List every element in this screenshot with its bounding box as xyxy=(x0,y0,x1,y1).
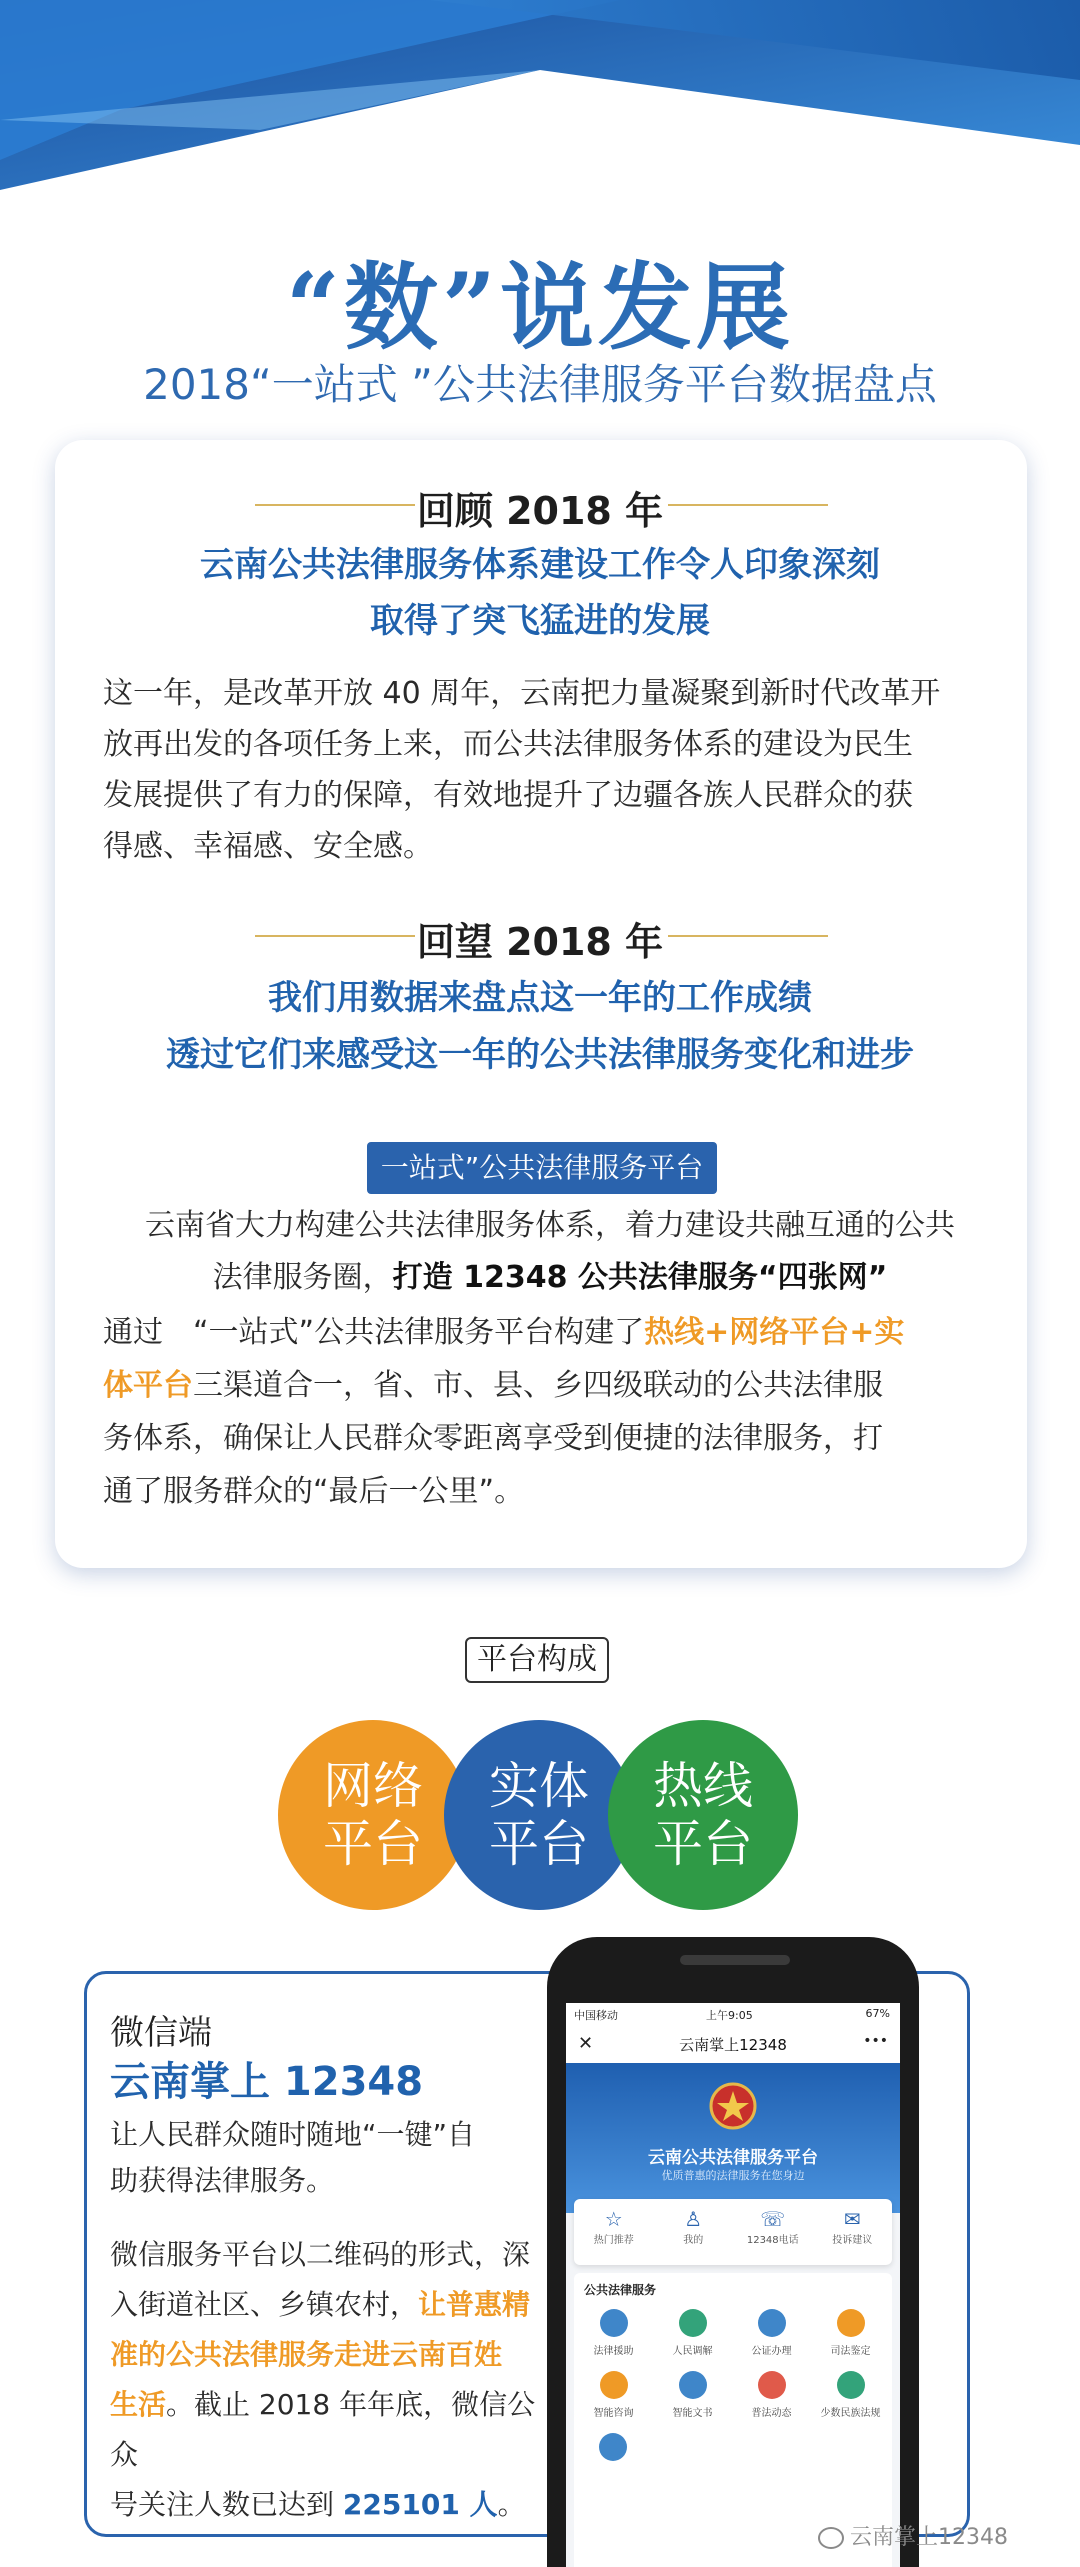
phone-icon: ☏ xyxy=(760,2207,786,2231)
page-subtitle: 2018“一站式 ”公共法律服务平台数据盘点 xyxy=(143,360,937,409)
service-label: 普法动态 xyxy=(751,2408,792,2419)
review-highlight-1: 云南公共法律服务体系建设工作令人印象深刻 xyxy=(200,545,880,585)
p-line-text: 入街道社区、乡镇农村， xyxy=(110,2288,419,2321)
battery-text: 67% xyxy=(865,2007,890,2020)
quick-item-label: 热门推荐 xyxy=(593,2235,634,2246)
platform-line-3 xyxy=(103,1307,1023,1358)
quick-item-label: 12348电话 xyxy=(746,2235,799,2246)
quick-item-mine[interactable] xyxy=(654,2199,734,2265)
platform-line-1: 云南省大力构建公共法律服务体系，着力建设共融互通的公共 xyxy=(145,1208,955,1243)
desc-line: 助获得法律服务。 xyxy=(110,2164,335,2197)
legal-aid-icon xyxy=(600,2309,628,2337)
quick-item-hot[interactable] xyxy=(574,2199,654,2265)
platform-line-4 xyxy=(103,1360,1023,1411)
p-line-highlight: 生活 xyxy=(110,2388,167,2421)
channels-highlight-2: 体平台 xyxy=(103,1368,193,1403)
wechat-nav-bar xyxy=(566,2025,900,2064)
p-line-text: 。 xyxy=(497,2488,526,2521)
p-line-highlight: 让普惠精 xyxy=(418,2288,531,2321)
physical-platform-circle xyxy=(444,1720,634,1910)
page-title: “数”说发展 xyxy=(285,253,795,363)
p-line xyxy=(110,2280,540,2330)
hotline-platform-circle xyxy=(608,1720,798,1910)
emblem-icon xyxy=(708,2081,758,2131)
p-line: 微信服务平台以二维码的形式，深 xyxy=(110,2238,531,2271)
service-label: 人民调解 xyxy=(672,2346,713,2357)
phone-speaker xyxy=(680,1955,790,1965)
header-banner xyxy=(0,0,1080,200)
document-icon xyxy=(679,2371,707,2399)
p-line-highlight: 准的公共法律服务走进云南百姓 xyxy=(110,2338,503,2371)
carrier-text: 中国移动 xyxy=(574,2009,618,2022)
service-label: 少数民族法规 xyxy=(820,2408,881,2419)
service-item[interactable] xyxy=(732,2309,811,2357)
p-line xyxy=(110,2380,540,2480)
more-icon[interactable]: ••• xyxy=(863,2033,888,2049)
follower-count: 225101 人 xyxy=(342,2488,498,2521)
platform-line-3-text: 通过 “一站式”公共法律服务平台构建了 xyxy=(103,1315,645,1350)
circle-line: 平台 xyxy=(653,1815,753,1873)
service-item[interactable] xyxy=(653,2371,732,2419)
outlook-highlight-2: 透过它们来感受这一年的公共法律服务变化和进步 xyxy=(166,1035,914,1075)
four-nets-highlight: 打造 12348 公共法律服务“四张网” xyxy=(392,1260,888,1295)
watermark-text: 云南掌上12348 xyxy=(850,2525,1008,2550)
forensics-icon xyxy=(837,2309,865,2337)
outlook-heading: 回望 2018 年 xyxy=(416,920,664,964)
circle-line: 实体 xyxy=(489,1757,589,1815)
banner-subtitle: 优质普惠的法律服务在您身边 xyxy=(661,2169,805,2182)
service-label: 智能文书 xyxy=(672,2408,713,2419)
close-icon[interactable]: ✕ xyxy=(578,2033,594,2054)
platform-pill-label: 一站式”公共法律服务平台 xyxy=(367,1142,717,1194)
service-label: 公证办理 xyxy=(751,2346,792,2357)
circle-line: 网络 xyxy=(323,1757,423,1815)
paragraph-line: 得感、幸福感、安全感。 xyxy=(103,829,433,864)
service-item[interactable] xyxy=(811,2371,890,2419)
platform-line-4-text: 三渠道合一，省、市、县、乡四级联动的公共法律服 xyxy=(193,1368,883,1403)
p-line-text: 号关注人数已达到 xyxy=(110,2488,343,2521)
circle-line: 平台 xyxy=(323,1815,423,1873)
paragraph-line: 放再出发的各项任务上来，而公共法律服务体系的建设为民生 xyxy=(103,727,913,762)
nav-title: 云南掌上12348 xyxy=(679,2036,787,2054)
wechat-logo-icon xyxy=(818,2527,844,2549)
wechat-desc xyxy=(110,2112,540,2204)
platform-line-2-text: 法律服务圈， xyxy=(212,1260,393,1295)
regulations-icon xyxy=(837,2371,865,2399)
service-item[interactable] xyxy=(653,2309,732,2357)
star-icon: ☆ xyxy=(604,2207,623,2231)
notary-icon xyxy=(758,2309,786,2337)
service-item[interactable] xyxy=(574,2309,653,2357)
banner-title: 云南公共法律服务平台 xyxy=(648,2148,818,2168)
chat-icon: ✉ xyxy=(843,2207,861,2231)
mediation-icon xyxy=(679,2309,707,2337)
composition-label: 平台构成 xyxy=(465,1637,609,1683)
service-item[interactable] xyxy=(574,2371,653,2419)
quick-item-feedback[interactable] xyxy=(813,2199,893,2265)
app-banner xyxy=(566,2063,900,2213)
network-platform-circle xyxy=(278,1720,468,1910)
watermark xyxy=(818,2520,1008,2551)
wechat-account-name: 云南掌上 12348 xyxy=(110,2059,424,2105)
status-bar xyxy=(566,2003,900,2025)
p-line-text: 。截止 2018 年年底，微信公众 xyxy=(110,2388,536,2471)
circle-line: 平台 xyxy=(489,1815,589,1873)
quick-item-label: 投诉建议 xyxy=(832,2235,873,2246)
p-line xyxy=(110,2480,540,2530)
service-label: 司法鉴定 xyxy=(830,2346,871,2357)
person-icon: ♙ xyxy=(684,2207,703,2231)
review-paragraph xyxy=(103,668,1003,872)
wechat-paragraph xyxy=(110,2230,540,2530)
review-heading: 回顾 2018 年 xyxy=(416,489,664,533)
quick-menu xyxy=(574,2199,892,2265)
consult-icon xyxy=(600,2371,628,2399)
outlook-highlight-1: 我们用数据来盘点这一年的工作成绩 xyxy=(268,978,812,1018)
phone-screen xyxy=(566,2003,900,2567)
platform-line-5: 务体系，确保让人民群众零距离享受到便捷的法律服务，打 xyxy=(103,1421,883,1456)
wechat-label: 微信端 xyxy=(110,2013,212,2053)
platform-line-2 xyxy=(90,1252,1010,1303)
service-label: 智能咨询 xyxy=(593,2408,634,2419)
circle-line: 热线 xyxy=(653,1757,753,1815)
paragraph-line: 发展提供了有力的保障，有效地提升了边疆各族人民群众的获 xyxy=(103,778,913,813)
service-item[interactable] xyxy=(811,2309,890,2357)
quick-item-phone[interactable] xyxy=(733,2199,813,2265)
quick-item-label: 我的 xyxy=(683,2235,704,2246)
desc-line: 让人民群众随时随地“一键”自 xyxy=(110,2118,476,2151)
review-highlight-2: 取得了突飞猛进的发展 xyxy=(370,601,710,641)
clock-text: 上午9:05 xyxy=(706,2009,753,2022)
service-item[interactable] xyxy=(732,2371,811,2419)
paragraph-line: 这一年，是改革开放 40 周年，云南把力量凝聚到新时代改革开 xyxy=(103,676,941,711)
more-service-icon[interactable] xyxy=(599,2433,627,2461)
service-label: 法律援助 xyxy=(593,2346,634,2357)
news-icon xyxy=(758,2371,786,2399)
platform-line-6: 通了服务群众的“最后一公里”。 xyxy=(103,1474,525,1509)
channels-highlight: 热线+网络平台+实 xyxy=(644,1315,905,1350)
services-title: 公共法律服务 xyxy=(584,2283,657,2297)
